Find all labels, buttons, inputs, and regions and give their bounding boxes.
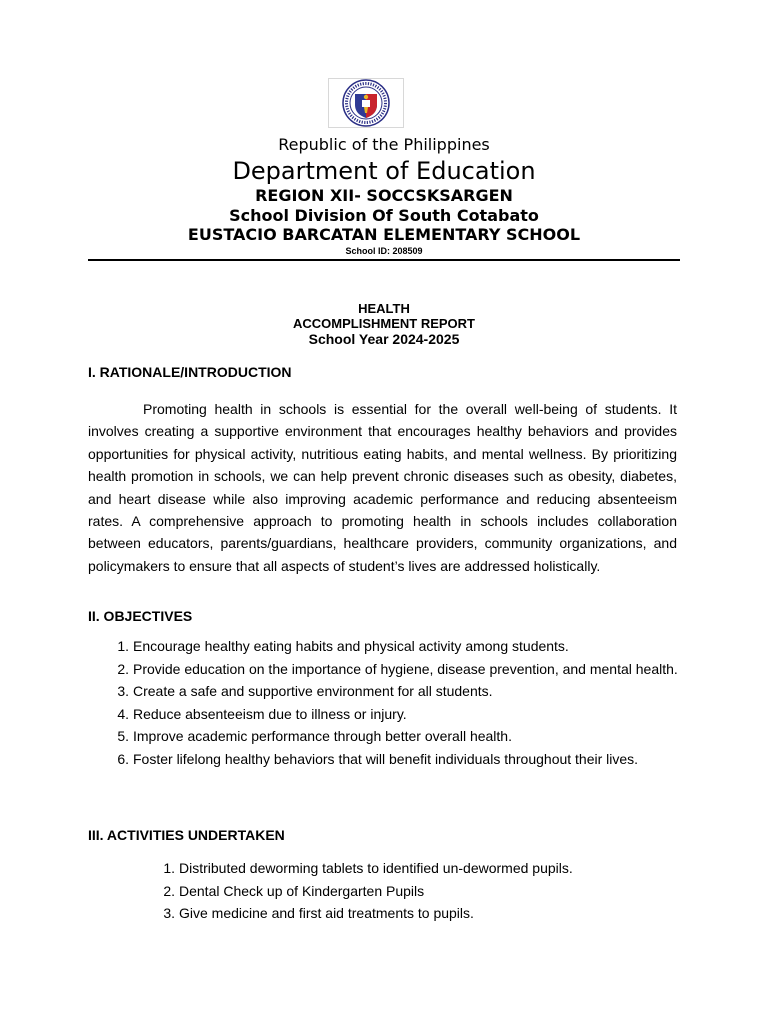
- school-id: School ID: 208509: [345, 246, 423, 256]
- list-item: [117, 703, 681, 726]
- region-heading: REGION XII- SOCCSKSARGEN: [255, 186, 513, 205]
- list-item-number: 5.: [117, 728, 129, 745]
- rationale-paragraph: Promoting health in schools is essential for the overall well-being of students. It involves creating a supportive environment that encourages healthy behaviors and provides opportunities for physical activity, nutritious eating habits, and mental wellness. By prioritizing health promotion in schools, we can help prevent chronic diseases such as obesity, diabetes, and heart disease while also improving academic performance and reducing absenteeism rates. A comprehensive approach to promoting health in schools includes collaboration between educators, parents/guardians, healthcare providers, community organizations, and policymakers to ensure that all aspects of student’s lives are addressed holistically.: [88, 401, 677, 574]
- list-item-number: 6.: [117, 750, 129, 767]
- list-item-number: 2.: [163, 882, 175, 899]
- republic-heading: Republic of the Philippines: [278, 135, 490, 154]
- list-item-number: 4.: [117, 705, 129, 722]
- list-item: [117, 635, 681, 658]
- list-item-text: Give medicine and first aid treatments to pupils.: [179, 905, 474, 922]
- list-item: [163, 880, 679, 903]
- objectives-list: [117, 635, 681, 771]
- list-item-text: Improve academic performance through better overall health.: [133, 728, 512, 745]
- list-item-text: Distributed deworming tablets to identified un-dewormed pupils.: [179, 860, 573, 876]
- activities-list: [163, 857, 679, 925]
- list-item-text: Reduce absenteeism due to illness or injury.: [133, 705, 407, 722]
- school-name-heading: EUSTACIO BARCATAN ELEMENTARY SCHOOL: [187, 225, 581, 244]
- report-title: ACCOMPLISHMENT REPORT: [293, 316, 475, 331]
- school-year: School Year 2024-2025: [308, 331, 460, 347]
- list-item: [117, 658, 681, 681]
- section-objectives-title: II. OBJECTIVES: [88, 608, 193, 624]
- list-item-number: 2.: [117, 660, 129, 677]
- list-item-text: Provide education on the importance of hygiene, disease prevention, and mental health.: [133, 660, 678, 677]
- list-item-number: 3.: [163, 905, 175, 922]
- list-item-number: 1.: [163, 860, 175, 876]
- list-item-text: Dental Check up of Kindergarten Pupils: [179, 882, 425, 899]
- list-item-text: Create a safe and supportive environment for all students.: [133, 683, 493, 700]
- list-item-number: 1.: [117, 638, 129, 654]
- list-item: [117, 725, 681, 748]
- list-item: [163, 857, 679, 880]
- list-item-text: Encourage healthy eating habits and physical activity among students.: [133, 638, 569, 654]
- list-item: [163, 902, 679, 925]
- list-item: [117, 680, 681, 703]
- header-divider: [88, 259, 680, 261]
- list-item-number: 3.: [117, 683, 129, 700]
- section-rationale-title: I. RATIONALE/INTRODUCTION: [88, 364, 292, 380]
- department-heading: Department of Education: [232, 157, 536, 185]
- section-activities-title: III. ACTIVITIES UNDERTAKEN: [88, 827, 285, 843]
- deped-seal-logo: [328, 78, 404, 128]
- division-heading: School Division Of South Cotabato: [229, 206, 539, 225]
- list-item: [117, 748, 681, 771]
- report-subject: HEALTH: [358, 301, 410, 316]
- list-item-text: Foster lifelong healthy behaviors that will benefit individuals throughout their lives.: [133, 750, 639, 767]
